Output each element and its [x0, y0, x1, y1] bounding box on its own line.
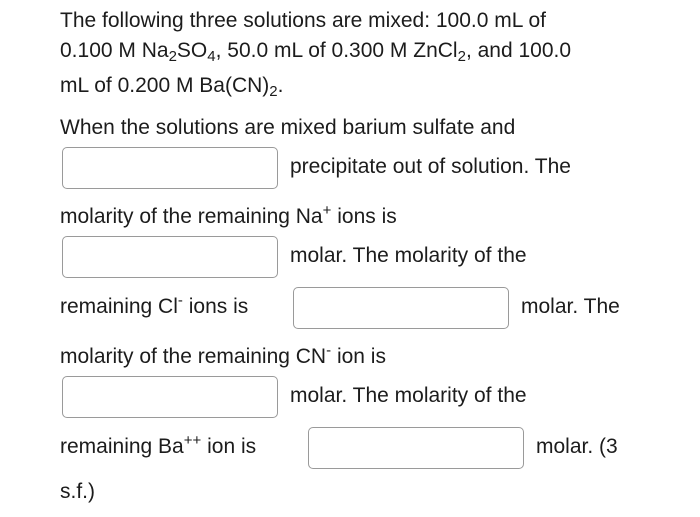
superscript: - [326, 342, 332, 359]
answer-input-4[interactable] [62, 376, 278, 418]
superscript: - [177, 292, 183, 309]
question-line-2 [60, 38, 571, 64]
text-segment: mL of 0.200 M Ba(CN) [60, 74, 270, 97]
text-segment: ions is [331, 205, 397, 228]
subscript: 2 [269, 83, 278, 100]
text-segment: remaining Cl [60, 295, 178, 318]
text-segment: ion is [331, 345, 386, 368]
question-text-after-box-1: precipitate out of solution. The [290, 155, 571, 178]
question-line-6 [60, 204, 397, 230]
answer-input-5[interactable] [308, 427, 524, 469]
text-segment: molarity of the remaining CN [60, 345, 327, 368]
question-line-3 [60, 73, 283, 99]
question-line-9 [60, 344, 386, 370]
text-segment: 0.100 M Na [60, 39, 169, 62]
text-segment: remaining Ba [60, 435, 184, 458]
text-segment: ion is [201, 435, 257, 458]
question-line-4: When the solutions are mixed barium sulfate and [60, 116, 516, 139]
question-text-after-box-4: molar. The molarity of the [290, 384, 527, 407]
question-line-1: The following three solutions are mixed: 100.0 mL of [60, 9, 546, 32]
text-segment: , and 100.0 [465, 39, 572, 62]
question-text-before-box-5 [60, 434, 256, 460]
text-segment: SO [176, 39, 208, 62]
question-line-12: s.f.) [60, 480, 95, 503]
superscript: ++ [183, 432, 202, 449]
subscript: 2 [457, 48, 466, 65]
question-text-after-box-3: molar. The [521, 295, 620, 318]
subscript: 4 [207, 48, 216, 65]
text-segment: molarity of the remaining Na [60, 205, 323, 228]
answer-input-1[interactable] [62, 147, 278, 189]
text-segment: , 50.0 mL of 0.300 M ZnCl [215, 39, 458, 62]
text-segment: ions is [182, 295, 249, 318]
question-text-after-box-2: molar. The molarity of the [290, 244, 527, 267]
superscript: + [322, 202, 332, 219]
text-segment: . [277, 74, 284, 97]
question-text-before-box-3 [60, 294, 248, 320]
question-text-after-box-5: molar. (3 [536, 435, 618, 458]
answer-input-2[interactable] [62, 236, 278, 278]
subscript: 2 [168, 48, 177, 65]
answer-input-3[interactable] [293, 287, 509, 329]
